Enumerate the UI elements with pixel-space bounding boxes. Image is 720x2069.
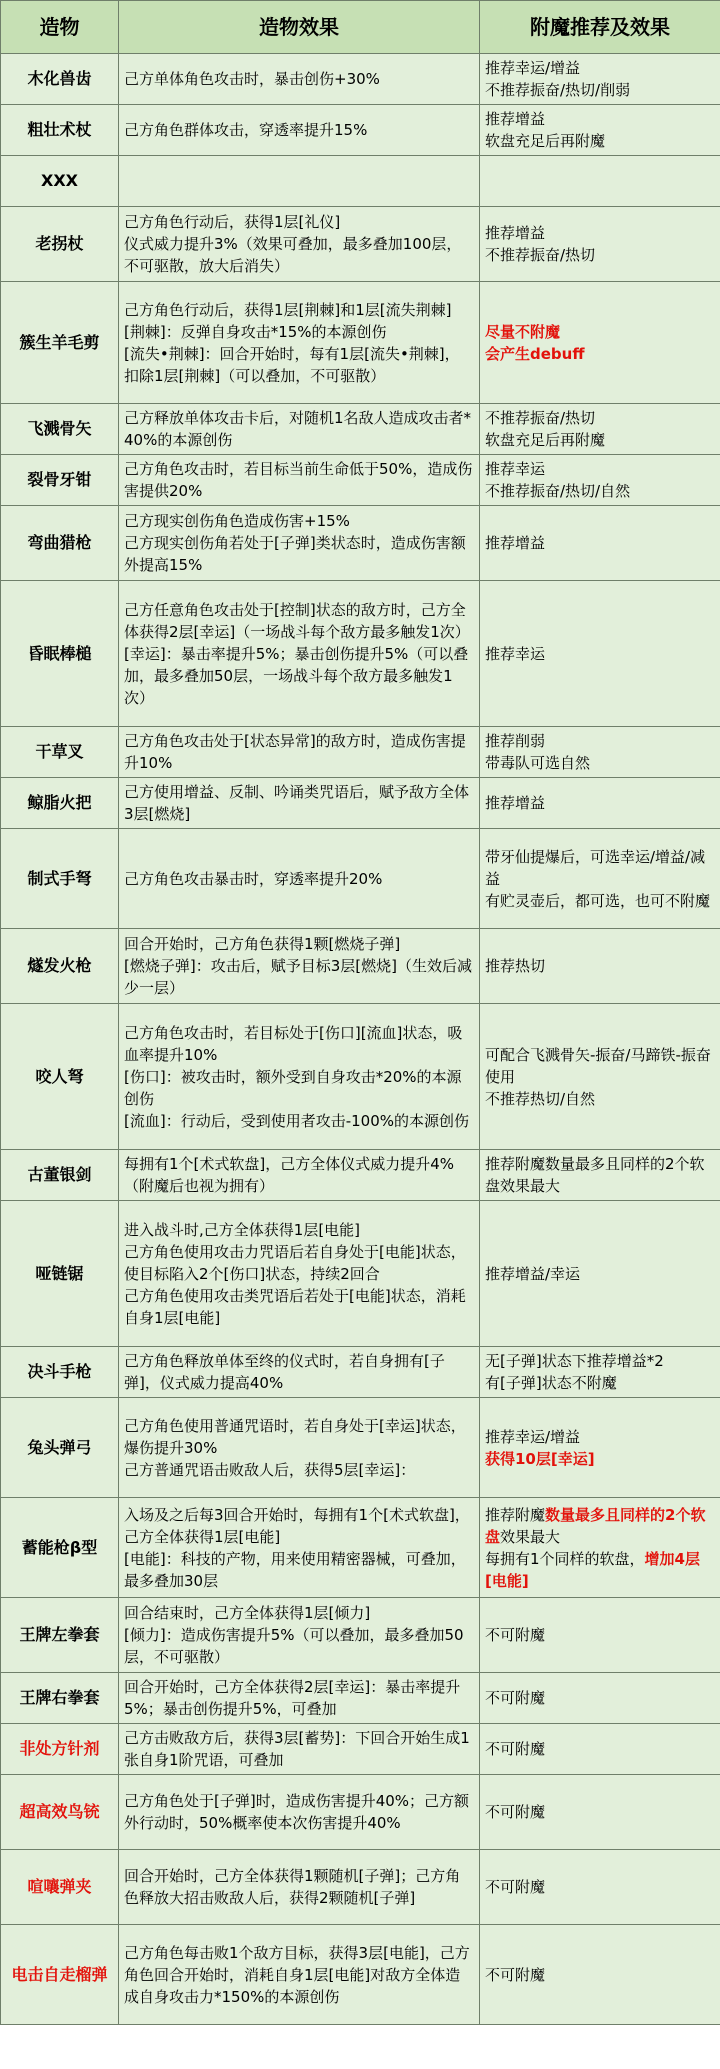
artifact-effect: 己方击败敌方后，获得3层[蓄势]：下回合开始生成1张自身1阶咒语，可叠加 [119, 1724, 480, 1775]
artifact-name: 昏眠棒槌 [1, 581, 119, 727]
table-row [1, 404, 720, 455]
artifact-effect: 回合开始时，己方全体获得2层[幸运]：暴击率提升5%；暴击创伤提升5%，可叠加 [119, 1673, 480, 1724]
artifact-effect: 己方单体角色攻击时，暴击创伤+30% [119, 54, 480, 105]
table-row [1, 1004, 720, 1150]
artifact-enchant: 不可附魔 [480, 1673, 720, 1724]
artifact-enchant: 带牙仙提爆后，可选幸运/增益/减益 有贮灵壶后，都可选，也可不附魔 [480, 829, 720, 929]
artifact-effect: 己方角色处于[子弹]时，造成伤害提升40%；己方额外行动时，50%概率使本次伤害提升40% [119, 1775, 480, 1850]
header-artifact: 造物 [1, 1, 119, 54]
artifact-name: 哑链锯 [1, 1201, 119, 1347]
enchant-highlight: 增加4层[电能] [485, 1549, 700, 1590]
artifact-effect: 己方角色攻击时，若目标处于[伤口][流血]状态，吸血率提升10% [伤口]：被攻击时，额外受到自身攻击*20%的本源创伤 [流血]：行动后，受到使用者攻击-100%的本源创伤 [119, 1004, 480, 1150]
artifact-effect: 己方角色释放单体至终的仪式时，若自身拥有[子弹]，仪式威力提高40% [119, 1347, 480, 1398]
artifact-name: 咬人弩 [1, 1004, 119, 1150]
artifact-name: 超高效鸟铳 [1, 1775, 119, 1850]
artifact-enchant: 不可附魔 [480, 1925, 720, 2025]
table-row [1, 455, 720, 506]
artifact-effect: 己方角色攻击暴击时，穿透率提升20% [119, 829, 480, 929]
artifact-effect: 己方角色攻击处于[状态异常]的敌方时，造成伤害提升10% [119, 727, 480, 778]
artifact-enchant: 推荐热切 [480, 929, 720, 1004]
artifact-name: 裂骨牙钳 [1, 455, 119, 506]
artifact-enchant: 推荐增益/幸运 [480, 1201, 720, 1347]
artifact-effect: 己方角色每击败1个敌方目标，获得3层[电能]，己方角色回合开始时，消耗自身1层[电能]对敌方全体造成自身攻击力*150%的本源创伤 [119, 1925, 480, 2025]
table-row [1, 1201, 720, 1347]
table-row [1, 1850, 720, 1925]
artifact-enchant: 推荐增益 软盘充足后再附魔 [480, 105, 720, 156]
artifact-name: XXX [1, 156, 119, 207]
artifact-effect: 回合开始时，己方全体获得1颗随机[子弹]；己方角色释放大招击败敌人后，获得2颗随机[子弹] [119, 1850, 480, 1925]
artifact-effect: 己方角色攻击时，若目标当前生命低于50%，造成伤害提供20% [119, 455, 480, 506]
artifact-name: 非处方针剂 [1, 1724, 119, 1775]
artifact-enchant: 推荐削弱 带毒队可选自然 [480, 727, 720, 778]
artifact-name: 簇生羊毛剪 [1, 282, 119, 404]
artifact-effect: 己方角色群体攻击，穿透率提升15% [119, 105, 480, 156]
artifact-name: 老拐杖 [1, 207, 119, 282]
artifact-enchant: 不可附魔 [480, 1775, 720, 1850]
header-effect: 造物效果 [119, 1, 480, 54]
table-row [1, 1347, 720, 1398]
artifact-enchant: 不可附魔 [480, 1598, 720, 1673]
artifact-name: 古董银剑 [1, 1150, 119, 1201]
enchant-line: 推荐幸运/增益 [485, 1427, 581, 1446]
artifact-enchant: 不可附魔 [480, 1850, 720, 1925]
artifact-name: 王牌左拳套 [1, 1598, 119, 1673]
table-row [1, 105, 720, 156]
artifact-name: 飞溅骨矢 [1, 404, 119, 455]
artifact-effect: 己方使用增益、反制、吟诵类咒语后，赋予敌方全体3层[燃烧] [119, 778, 480, 829]
artifact-name: 决斗手枪 [1, 1347, 119, 1398]
artifact-enchant: 可配合飞溅骨矢-振奋/马蹄铁-振奋使用 不推荐热切/自然 [480, 1004, 720, 1150]
table-row [1, 1724, 720, 1775]
artifact-enchant: 推荐增益 [480, 506, 720, 581]
table-row [1, 1775, 720, 1850]
artifact-enchant: 推荐附魔数量最多且同样的2个软盘效果最大 [480, 1150, 720, 1201]
artifact-enchant: 推荐增益 [480, 778, 720, 829]
artifact-name: 兔头弹弓 [1, 1398, 119, 1498]
artifact-effect: 己方现实创伤角色造成伤害+15% 己方现实创伤角若处于[子弹]类状态时，造成伤害额外提高15% [119, 506, 480, 581]
table-row [1, 156, 720, 207]
artifact-name: 鲸脂火把 [1, 778, 119, 829]
table-row [1, 929, 720, 1004]
artifact-enchant [480, 156, 720, 207]
artifact-effect: 己方任意角色攻击处于[控制]状态的敌方时，己方全体获得2层[幸运]（一场战斗每个敌方最多触发1次） [幸运]：暴击率提升5%；暴击创伤提升5%（可以叠加，最多叠加50层，一场战斗每个敌方最多触发1次） [119, 581, 480, 727]
header-row [1, 1, 720, 54]
artifact-effect: 己方角色行动后，获得1层[荆棘]和1层[流失荆棘] [荆棘]：反弹自身攻击*15%的本源创伤 [流失•荆棘]：回合开始时，每有1层[流失•荆棘]，扣除1层[荆棘]（可以叠加，不可驱散） [119, 282, 480, 404]
artifact-effect: 回合开始时，己方角色获得1颗[燃烧子弹] [燃烧子弹]：攻击后，赋予目标3层[燃烧]（生效后减少一层） [119, 929, 480, 1004]
enchant-text: 效果最大 [500, 1527, 561, 1546]
artifact-name: 燧发火枪 [1, 929, 119, 1004]
artifact-name: 电击自走榴弹 [1, 1925, 119, 2025]
table-row [1, 54, 720, 105]
table-row [1, 1598, 720, 1673]
header-enchant: 附魔推荐及效果 [480, 1, 720, 54]
artifact-enchant: 尽量不附魔 会产生debuff [480, 282, 720, 404]
artifact-name: 木化兽齿 [1, 54, 119, 105]
artifact-name: 王牌右拳套 [1, 1673, 119, 1724]
artifact-enchant: 推荐幸运 不推荐振奋/热切/自然 [480, 455, 720, 506]
table-row [1, 727, 720, 778]
artifact-effect: 己方释放单体攻击卡后，对随机1名敌人造成攻击者*40%的本源创伤 [119, 404, 480, 455]
table-row [1, 829, 720, 929]
table-row [1, 282, 720, 404]
artifact-effect: 回合结束时，己方全体获得1层[倾力] [倾力]：造成伤害提升5%（可以叠加，最多叠加50层，不可驱散） [119, 1598, 480, 1673]
table-row [1, 778, 720, 829]
artifact-name: 粗壮术杖 [1, 105, 119, 156]
artifact-effect [119, 156, 480, 207]
table-row [1, 1925, 720, 2025]
artifact-enchant [480, 1398, 720, 1498]
table-row [1, 1398, 720, 1498]
artifact-name: 制式手弩 [1, 829, 119, 929]
enchant-text: 推荐附魔 [485, 1505, 546, 1524]
enchant-text: 每拥有1个同样的软盘， [485, 1549, 645, 1568]
enchant-highlight: 获得10层[幸运] [485, 1449, 595, 1468]
table-row [1, 1150, 720, 1201]
artifact-effect: 己方角色使用普通咒语时，若自身处于[幸运]状态，爆伤提升30% 己方普通咒语击败敌人后，获得5层[幸运]： [119, 1398, 480, 1498]
table-row [1, 1673, 720, 1724]
artifact-enchant: 无[子弹]状态下推荐增益*2 有[子弹]状态不附魔 [480, 1347, 720, 1398]
artifact-effect: 己方角色行动后，获得1层[礼仪] 仪式威力提升3%（效果可叠加，最多叠加100层，不可驱散，放大后消失） [119, 207, 480, 282]
table-row [1, 207, 720, 282]
artifact-name: 喧嚷弹夹 [1, 1850, 119, 1925]
table-row [1, 581, 720, 727]
artifact-enchant [480, 1498, 720, 1598]
artifact-effect: 入场及之后每3回合开始时，每拥有1个[术式软盘]，己方全体获得1层[电能] [电能]：科技的产物，用来使用精密器械，可叠加，最多叠加30层 [119, 1498, 480, 1598]
artifact-name: 蓄能枪β型 [1, 1498, 119, 1598]
artifact-enchant: 不可附魔 [480, 1724, 720, 1775]
artifact-name: 干草叉 [1, 727, 119, 778]
artifact-enchant: 推荐幸运/增益 不推荐振奋/热切/削弱 [480, 54, 720, 105]
artifact-effect: 进入战斗时,己方全体获得1层[电能] 己方角色使用攻击力咒语后若自身处于[电能]状态，使目标陷入2个[伤口]状态，持续2回合 己方角色使用攻击类咒语后若处于[电能]状态，消耗自身1层[电能] [119, 1201, 480, 1347]
artifact-enchant: 推荐增益 不推荐振奋/热切 [480, 207, 720, 282]
artifact-effect: 每拥有1个[术式软盘]，己方全体仪式威力提升4%（附魔后也视为拥有） [119, 1150, 480, 1201]
artifact-enchant: 不推荐振奋/热切 软盘充足后再附魔 [480, 404, 720, 455]
enchant-highlight: 数量最多且同样的2个软盘 [485, 1505, 706, 1546]
artifact-name: 弯曲猎枪 [1, 506, 119, 581]
artifact-enchant: 推荐幸运 [480, 581, 720, 727]
table-row [1, 1498, 720, 1598]
table-row [1, 506, 720, 581]
